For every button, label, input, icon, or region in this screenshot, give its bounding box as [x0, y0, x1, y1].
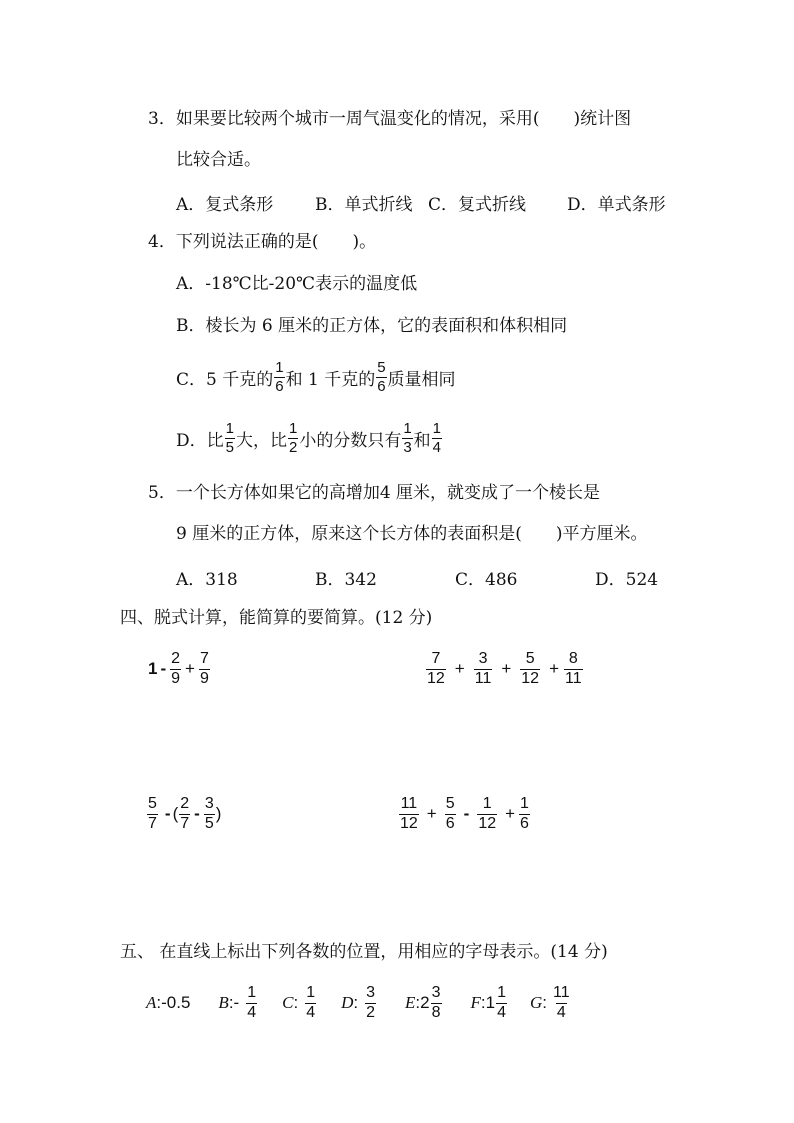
q3-option-b: B．单式折线	[315, 195, 413, 215]
expr1-lead: 1	[148, 659, 158, 678]
expr1	[148, 645, 211, 693]
plus-sign: +	[454, 659, 465, 678]
expr2-fraction3	[520, 651, 540, 688]
plus-sign: +	[549, 659, 560, 678]
denominator: 7	[148, 814, 157, 832]
q4-option-d	[176, 415, 443, 461]
denominator: 4	[497, 1003, 506, 1021]
denominator: 6	[377, 377, 386, 395]
numerator: 1	[482, 794, 492, 812]
numerator: 5	[148, 794, 157, 812]
q5-option-c: C．486	[455, 570, 518, 590]
expr4-fraction3	[477, 796, 497, 833]
numerator: 2	[171, 649, 181, 667]
denominator: 5	[225, 438, 234, 456]
prefix: :	[353, 993, 359, 1012]
numerator: 3	[366, 983, 376, 1001]
item-g-fraction	[552, 985, 571, 1022]
denominator: 4	[306, 1003, 316, 1021]
q4-d-text2: 大，比	[235, 430, 287, 451]
numerator: 1	[225, 419, 234, 437]
q4-option-a: A．-18℃比-20℃表示的温度低	[176, 274, 418, 294]
denominator: 9	[199, 669, 209, 687]
denominator: 6	[520, 814, 529, 832]
q4-d-fraction2	[288, 421, 298, 456]
item-f	[471, 985, 508, 1022]
expr4-fraction4	[519, 796, 530, 833]
denominator: 6	[445, 814, 455, 832]
expr3-fraction2	[179, 796, 190, 833]
q5-option-d: D．524	[595, 570, 659, 590]
expr2	[425, 645, 584, 693]
expr3-fraction1	[147, 796, 158, 833]
letter: F	[470, 993, 481, 1012]
letter: D	[341, 993, 354, 1012]
expr2-fraction2	[474, 651, 493, 688]
numerator: 1	[403, 419, 412, 437]
letter: G	[529, 993, 543, 1012]
prefix: :2	[415, 993, 430, 1012]
item-g	[530, 985, 572, 1022]
minus-sign: -	[194, 804, 200, 823]
numerator: 1	[306, 983, 316, 1001]
numerator: 8	[568, 649, 578, 667]
expr3-fraction3	[204, 796, 215, 833]
expr1-fraction2	[199, 651, 210, 688]
numerator: 7	[431, 649, 441, 667]
denominator: 4	[432, 438, 442, 456]
q5-option-a: A．318	[176, 570, 238, 590]
denominator: 9	[171, 669, 181, 687]
numerator: 3	[478, 649, 488, 667]
q4-d-text1: D．比	[176, 430, 224, 451]
numerator: 2	[180, 794, 190, 812]
q4-d-fraction3	[402, 421, 412, 456]
section5-title: 五、 在直线上标出下列各数的位置，用相应的字母表示。(14 分)	[120, 942, 608, 962]
item-e-fraction	[431, 985, 442, 1022]
q3-line1: 3．如果要比较两个城市一周气温变化的情况，采用( )统计图	[148, 109, 632, 129]
numerator: 1	[497, 983, 506, 1001]
letter: A	[146, 993, 157, 1012]
denominator: 11	[474, 669, 492, 687]
item-a	[146, 993, 190, 1013]
q4-d-fraction1	[225, 421, 235, 456]
item-c-fraction	[305, 985, 316, 1022]
expr4-fraction2	[445, 796, 456, 833]
denominator: 2	[366, 1003, 376, 1021]
denominator: 4	[247, 1003, 257, 1021]
item-b	[218, 985, 258, 1022]
numerator: 11	[553, 983, 570, 1001]
q4-c-text2: 和 1 千克的	[285, 369, 376, 390]
q5-line2: 9 厘米的正方体，原来这个长方体的表面积是( )平方厘米。	[176, 524, 648, 544]
numerator: 11	[400, 794, 418, 812]
denominator: 12	[478, 814, 497, 832]
denominator: 3	[403, 438, 412, 456]
q3-option-c: C．复式折线	[428, 195, 527, 215]
q4-option-c	[176, 354, 456, 400]
denominator: 12	[400, 814, 418, 832]
item-d	[341, 985, 377, 1022]
denominator: 4	[556, 1003, 566, 1021]
open-paren: (	[172, 804, 179, 823]
letter: B	[218, 993, 229, 1012]
number-list	[146, 978, 572, 1028]
expr4	[398, 790, 531, 838]
denominator: 2	[288, 438, 298, 456]
numerator: 1	[247, 983, 257, 1001]
q3-option-d: D．单式条形	[567, 195, 666, 215]
q4-stem: 4．下列说法正确的是( )。	[148, 232, 377, 252]
section4-title: 四、脱式计算，能简算的要简算。(12 分)	[120, 608, 433, 628]
numerator: 5	[445, 794, 455, 812]
prefix: :	[293, 993, 299, 1012]
item-e	[405, 985, 442, 1022]
numerator: 3	[204, 794, 214, 812]
expr4-fraction1	[399, 796, 419, 833]
item-b-fraction	[246, 985, 257, 1022]
prefix: :-	[228, 993, 240, 1012]
numerator: 3	[431, 983, 441, 1001]
q4-option-b: B．棱长为 6 厘米的正方体，它的表面积和体积相同	[176, 316, 568, 336]
prefix: :1	[480, 993, 496, 1012]
plus-sign: +	[505, 804, 516, 823]
close-paren: )	[215, 804, 222, 823]
denominator: 7	[180, 814, 190, 832]
denominator: 11	[565, 669, 582, 687]
numerator: 1	[432, 419, 442, 437]
numerator: 7	[199, 649, 209, 667]
item-c	[282, 985, 317, 1022]
denominator: 8	[431, 1003, 441, 1021]
expr2-fraction4	[564, 651, 583, 688]
expr3	[146, 790, 221, 838]
numerator: 5	[525, 649, 535, 667]
value: :-0.5	[156, 993, 191, 1012]
numerator: 1	[275, 358, 284, 376]
denominator: 12	[427, 669, 445, 687]
item-d-fraction	[365, 985, 376, 1022]
numerator: 1	[520, 794, 529, 812]
letter: C	[282, 993, 294, 1012]
numerator: 5	[377, 358, 386, 376]
minus-sign: -	[463, 804, 470, 823]
expr1-fraction1	[170, 651, 181, 688]
q4-c-text3: 质量相同	[387, 369, 456, 390]
q4-d-text3: 小的分数只有	[299, 430, 402, 451]
q4-d-text4: 和	[413, 430, 431, 451]
q4-c-fraction1	[274, 360, 284, 395]
numerator: 1	[288, 419, 298, 437]
q4-c-fraction2	[376, 360, 386, 395]
q3-option-a: A．复式条形	[176, 195, 274, 215]
prefix: :	[542, 993, 547, 1012]
minus-sign: -	[160, 659, 167, 678]
expr2-fraction1	[426, 651, 446, 688]
q3-line2: 比较合适。	[176, 150, 261, 170]
q4-c-text1: C．5 千克的	[176, 369, 274, 390]
q5-line1: 5．一个长方体如果它的高增加4 厘米，就变成了一个棱长是	[148, 483, 601, 503]
denominator: 6	[275, 377, 284, 395]
q4-d-fraction4	[432, 421, 442, 456]
denominator: 12	[521, 669, 540, 687]
plus-sign: +	[501, 659, 512, 678]
letter: E	[405, 993, 416, 1012]
plus-sign: +	[185, 659, 195, 678]
minus-sign: -	[164, 804, 171, 823]
item-f-fraction	[496, 985, 507, 1022]
denominator: 5	[204, 814, 214, 832]
q5-option-b: B．342	[315, 570, 377, 590]
plus-sign: +	[426, 804, 437, 823]
